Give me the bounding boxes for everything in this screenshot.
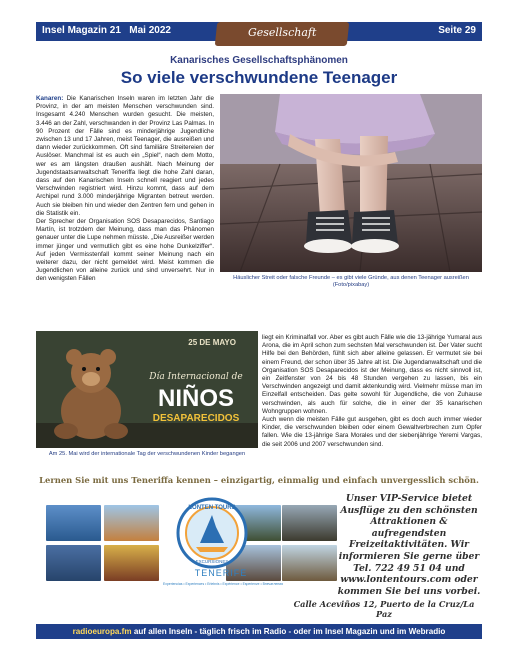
lonten-tours-logo bbox=[176, 497, 248, 569]
teddy-bear-poster bbox=[36, 331, 258, 448]
footer-bar bbox=[36, 624, 482, 639]
ad-headline: Lernen Sie mit uns Teneriffa kennen – einzigartig, einmalig und einfach unvergesslich schön. bbox=[39, 475, 479, 485]
logo-top-text: LONTEN TOURS bbox=[188, 505, 236, 511]
paragraph-4: Auch wenn die meisten Fälle gut ausgehen, gibt es doch auch immer wieder Kinder, die verschwunden bleiben oder einem Gewaltverbrechen zum Opfer fallen. Wie die 13-jährige Sara Morales und der siebenjährige Yeremi Vargas, die seit 2006 und 2007 verschwunden sind. bbox=[262, 416, 482, 448]
photo-caption-poster: Am 25. Mai wird der internationale Tag der verschwundenen Kinder begangen bbox=[48, 451, 246, 457]
lonten-tours-ad bbox=[36, 471, 482, 617]
article-column-1 bbox=[36, 95, 214, 327]
footer-text: auf allen Inseln - täglich frisch im Radio - oder im Insel Magazin und im Webradio bbox=[131, 627, 446, 636]
issue-date bbox=[42, 25, 171, 36]
poster-line-2: NIÑOS bbox=[157, 385, 235, 412]
article-headline: So viele verschwundene Teenager bbox=[120, 68, 398, 87]
article-column-2 bbox=[262, 334, 482, 464]
right-shoe bbox=[351, 210, 399, 253]
ad-body: Unser VIP-Service bietet Ausflüge zu den schönsten Attraktionen & aufregendsten Freizeitaktivitäten. Wir informieren Sie gerne über Tel. 722 49 51 04 und www.lontentours.com oder kommen Sie bei uns vorbei. bbox=[337, 493, 481, 597]
issue-label: Insel Magazin 21 bbox=[42, 25, 121, 36]
ad-taglines: Experiencias • Experiences • Erlebnis • Expérience • Esperienze • Впечатления bbox=[163, 582, 283, 586]
page-number: Seite 29 bbox=[438, 25, 476, 36]
footer-site[interactable]: radioeuropa.fm bbox=[72, 627, 132, 636]
left-shoe bbox=[304, 210, 352, 253]
paragraph-1-text: Die Kanarischen Inseln waren im letzten Jahr die Provinz, in der am meisten Menschen verschwunden sind. Insgesamt 4.240 Menschen wurden gesucht. Die meisten, 3.446 an der Zahl, verschwanden in der Provinz Las Palmas. In 90 Prozent der Fälle sind es minderjährige Jugendliche zwischen 13 und 17 Jahren, meist Teenager, die ausreißen und dann wieder zurückkommen. Oft sind familiäre Streitereien der Auslöser. Manchmal ist es auch ein „Spiel“, nach dem Motto, wer es am längsten draußen aushält. Nach Meinung der Jugendstaatsanwaltschaft Teneriffa liegt die hohe Zahl daran, dass auf den Kanarischen Inseln schnell reagiert und jedes Verschwinden registriert wird. Hinzu kommt, dass auf dem Archipel rund 3.000 minderjährige Migranten betreut werden. Auch sie bleiben hin und wieder den Zentren fern und gehen in die Statistik ein. bbox=[36, 95, 214, 217]
ad-photo-van bbox=[282, 505, 337, 541]
poster-line-3: DESAPARECIDOS bbox=[152, 413, 240, 424]
section-label: Gesellschaft bbox=[247, 26, 317, 39]
ad-photo-beach bbox=[104, 505, 159, 541]
tenerife-label: TENERIFE bbox=[194, 568, 248, 578]
ad-photo-jetski bbox=[46, 505, 101, 541]
section-banner bbox=[215, 22, 350, 46]
date-label: Mai 2022 bbox=[129, 25, 171, 36]
poster-line-1: Día Internacional de bbox=[149, 372, 243, 382]
logo-bottom-text: EXCURSIONES bbox=[195, 559, 229, 564]
photo-caption-sneakers: Häuslicher Streit oder falsche Freunde – es gibt viele Gründe, aus denen Teenager ausreißen (Foto/pixabay) bbox=[233, 275, 469, 288]
ad-photo-paella bbox=[104, 545, 159, 581]
dateline: Kanaren: bbox=[36, 95, 64, 102]
sneakers-illustration bbox=[220, 94, 482, 272]
poster-date: 25 DE MAYO bbox=[188, 338, 236, 347]
teddy-bear-illustration bbox=[36, 331, 258, 448]
ad-address: Calle Aceviños 12, Puerto de la Cruz/La Paz bbox=[293, 599, 475, 619]
ad-photo-teide bbox=[282, 545, 337, 581]
paragraph-1 bbox=[36, 95, 214, 218]
paragraph-2: Der Sprecher der Organisation SOS Desaparecidos, Santiago Martín, ist trotzdem der Meinung, dass man das Phänomen genauer unter die Lupe nehmen müsste. „Die Ausreißer werden immer jünger und vermutlich gibt es eine hohe Dunkelziffer“. Auf jeden Vermisstenfall kommt seiner Meinung nach ein weiterer dazu, der nicht gemeldet wird. Meist kommen die Jugendlichen von alleine zurück und sind unversehrt. Nur in den wenigsten Fällen bbox=[36, 218, 214, 283]
paragraph-3: liegt ein Kriminalfall vor. Aber es gibt auch Fälle wie die 13-jährige Yumaral aus Arona, die im April schon zum sechsten Mal verschwunden ist. Der Vater sucht Hilfe bei den Behörden, fühlt sich aber alleine gelassen. Er vermutet sie bei einem Freund, der schon über 35 Jahre alt ist. Die Jugendanwaltschaft und die Organisation SOS Desaparecidos ist der Meinung, dass es nicht sinnvoll ist, ein Zeitfenster von 24 bis 48 Stunden vergehen zu lassen, bis ein Verschwinden angezeigt und damit aktenkundig wird. Vielmehr müsse man im Einzelfall entscheiden. Das gelte sowohl für Jugendliche, die von Zuhause verschwinden, als auch für solche, die in einer der 35 kanarischen Wohngruppen wohnen. bbox=[262, 334, 482, 415]
article-kicker: Kanarisches Gesellschaftsphänomen bbox=[170, 55, 348, 66]
sneakers-photo bbox=[220, 94, 482, 272]
ad-photo-whale bbox=[46, 545, 101, 581]
